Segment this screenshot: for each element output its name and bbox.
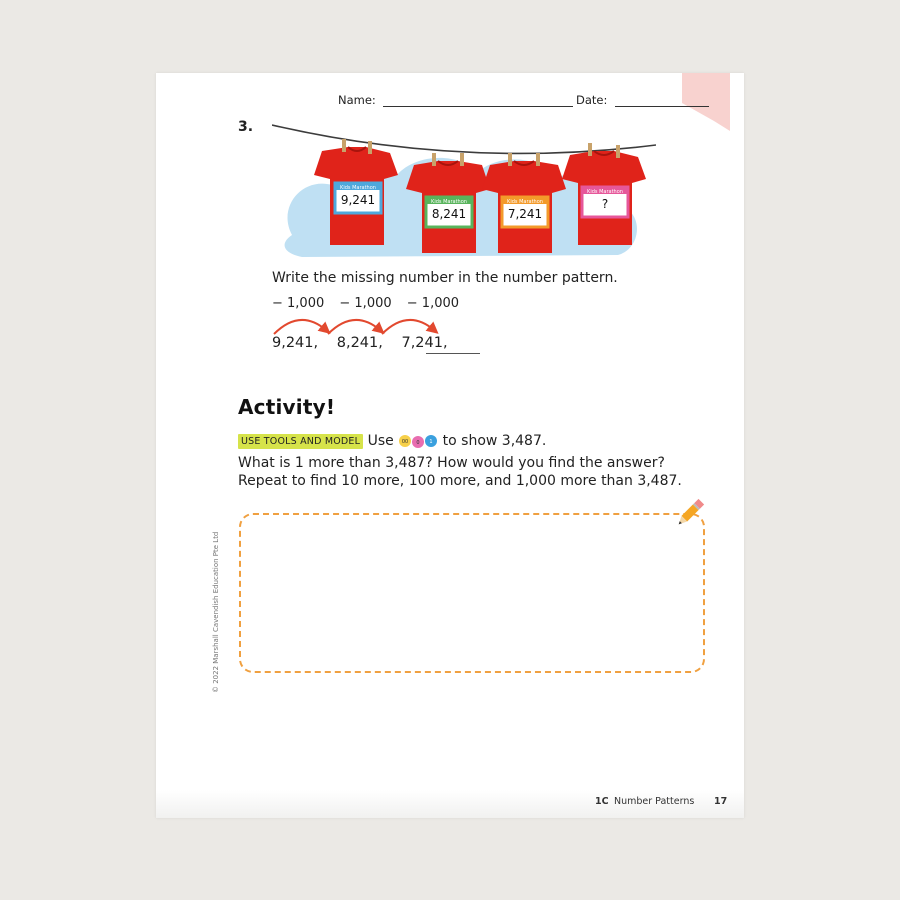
show-text: to show 3,487. bbox=[442, 433, 547, 449]
shirt-brand: Kids Marathon bbox=[340, 185, 376, 191]
sequence-term: 7,241, bbox=[401, 335, 448, 351]
footer-title: Number Patterns bbox=[614, 796, 695, 807]
step-label: − 1,000 bbox=[406, 296, 460, 311]
step-arrow bbox=[274, 320, 326, 334]
footer-section: 1C bbox=[595, 796, 609, 807]
name-label: Name: bbox=[338, 93, 376, 107]
shirt-number: ? bbox=[601, 197, 609, 211]
step-label: − 1,000 bbox=[272, 296, 325, 311]
step-label: − 1,000 bbox=[339, 296, 392, 311]
sequence-term: 9,241, bbox=[272, 335, 319, 351]
name-line bbox=[338, 93, 573, 107]
name-field[interactable] bbox=[383, 106, 573, 107]
activity-line-3: Repeat to find 10 more, 100 more, and 1,000 more than 3,487. bbox=[238, 473, 682, 489]
shirt-number: 9,241 bbox=[340, 193, 376, 207]
step-arrow bbox=[382, 320, 434, 334]
page-number: 17 bbox=[714, 796, 728, 807]
number-sequence bbox=[272, 335, 462, 351]
use-text: Use bbox=[367, 433, 394, 449]
date-label: Date: bbox=[576, 93, 608, 107]
shirt-brand: Kids Marathon bbox=[507, 199, 543, 205]
activity-title: Activity! bbox=[238, 395, 336, 419]
activity-line-1 bbox=[238, 433, 546, 449]
cubes-icon bbox=[398, 434, 438, 448]
cube-label: 1 bbox=[429, 439, 433, 445]
step-arrow bbox=[328, 320, 380, 334]
date-line bbox=[576, 93, 709, 107]
cube-label: 0 bbox=[416, 440, 420, 446]
shirt-brand: Kids Marathon bbox=[587, 189, 623, 195]
shirt-brand: Kids Marathon bbox=[431, 199, 467, 205]
shirt-number: 8,241 bbox=[431, 207, 467, 221]
answer-blank[interactable] bbox=[426, 353, 480, 354]
question-instruction: Write the missing number in the number pattern. bbox=[272, 270, 618, 286]
date-field[interactable] bbox=[615, 106, 709, 107]
cube-label: 00 bbox=[402, 439, 409, 445]
sequence-term: 8,241, bbox=[336, 335, 383, 351]
shirt-number: 7,241 bbox=[507, 207, 543, 221]
question-number: 3. bbox=[238, 119, 254, 135]
answer-box[interactable] bbox=[239, 513, 705, 673]
tools-tag: USE TOOLS AND MODEL bbox=[238, 434, 363, 449]
pencil-icon bbox=[672, 495, 708, 531]
worksheet-page bbox=[156, 73, 744, 818]
copyright-notice: © 2022 Marshall Cavendish Education Pte Ltd bbox=[212, 531, 220, 693]
step-labels bbox=[272, 296, 470, 311]
activity-line-2: What is 1 more than 3,487? How would you find the answer? bbox=[238, 455, 665, 471]
